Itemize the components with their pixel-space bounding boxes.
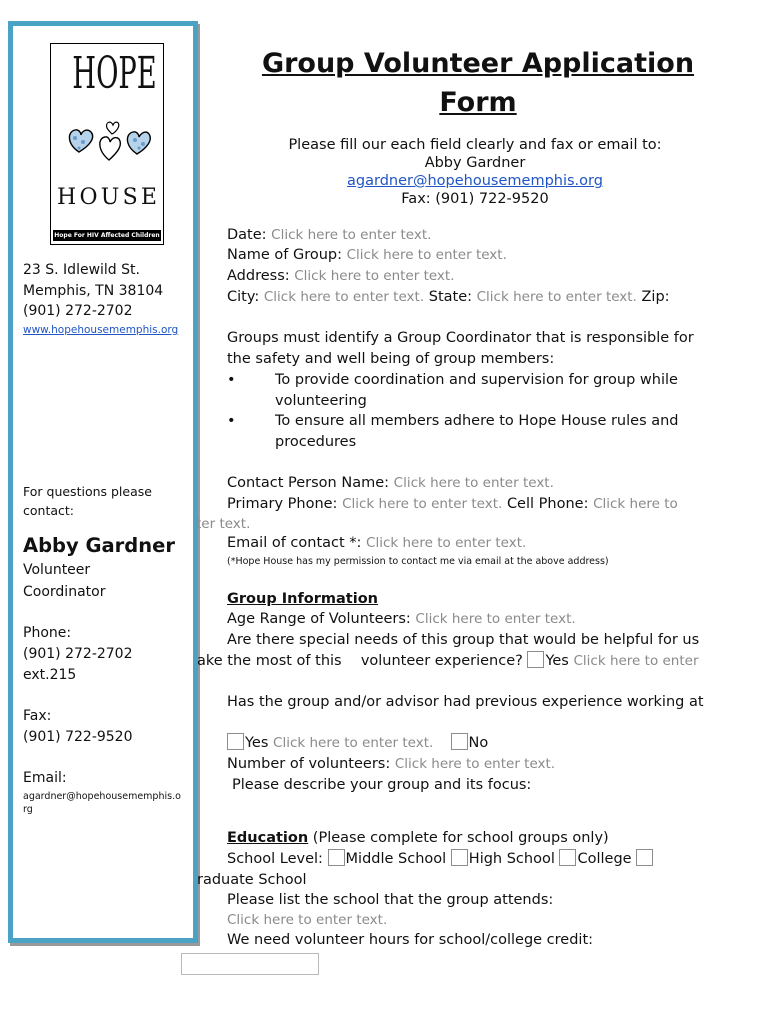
high-school-checkbox[interactable]	[451, 849, 468, 866]
group-name-label: Name of Group:	[227, 247, 343, 263]
num-volunteers-row	[227, 754, 555, 774]
city-label: City:	[227, 289, 260, 305]
college-checkbox[interactable]	[559, 849, 576, 866]
school-list-label: Please list the school that the group attends:	[227, 892, 554, 908]
city-field[interactable]: Click here to enter text.	[263, 289, 425, 305]
recipient-name: Abby Gardner	[424, 155, 526, 171]
zip-label: Zip:	[641, 289, 670, 305]
intro-text: Please fill our each field clearly and fax or email to:	[288, 137, 662, 153]
website-link[interactable]: www.hopehousememphis.org	[23, 324, 179, 336]
contact-name-label: Contact Person Name:	[227, 475, 390, 491]
hope-house-logo	[50, 43, 164, 245]
education-note: (Please complete for school groups only)	[308, 830, 609, 846]
date-row	[227, 225, 431, 245]
experience-field[interactable]: Click here to enter text.	[273, 735, 434, 751]
coordinator-text-2: the safety and well being of group members:	[227, 351, 555, 367]
fax-number: (901) 722-9520	[23, 729, 133, 745]
middle-school-checkbox[interactable]	[328, 849, 345, 866]
special-needs-question: Are there special needs of this group that would be helpful for us	[227, 632, 700, 648]
address-line-2: Memphis, TN 38104	[23, 283, 164, 299]
age-range-field[interactable]: Click here to enter text.	[415, 611, 576, 627]
logo-word-hope: HOPE	[72, 48, 157, 99]
high-school-label: High School	[468, 851, 555, 867]
school-level-label: School Level:	[227, 851, 323, 867]
school-list-field[interactable]: Click here to enter text.	[227, 912, 388, 928]
email-contact-label: Email of contact *:	[227, 535, 362, 551]
primary-phone-label: Primary Phone:	[227, 496, 338, 512]
date-label: Date:	[227, 227, 267, 243]
age-range-row	[227, 609, 576, 629]
num-volunteers-label: Number of volunteers:	[227, 756, 391, 772]
address-line-1: 23 S. Idlewild St.	[23, 262, 140, 278]
special-needs-yes-checkbox[interactable]	[527, 651, 544, 668]
bullet-icon: •	[227, 413, 236, 429]
no-label: No	[468, 735, 489, 751]
experience-yes-checkbox[interactable]	[227, 733, 244, 750]
middle-school-label: Middle School	[345, 851, 447, 867]
recipient-fax: Fax: (901) 722-9520	[401, 191, 549, 207]
hearts-icon	[63, 118, 153, 178]
recipient-email-row	[218, 172, 732, 190]
coordinator-text-1: Groups must identify a Group Coordinator that is responsible for	[227, 330, 694, 346]
email-address: agardner@hopehousememphis.org	[23, 791, 181, 815]
logo-letter: S	[122, 185, 138, 210]
email-label: Email:	[23, 770, 67, 786]
address-row	[227, 266, 455, 286]
recipient-email-link[interactable]: agardner@hopehousememphis.org	[347, 173, 603, 189]
logo-letter: U	[100, 185, 120, 210]
primary-phone-field[interactable]: Click here to enter text.	[342, 496, 503, 512]
special-needs-field[interactable]: Click here to enter	[573, 653, 699, 669]
cell-phone-field-wrap[interactable]: ter text.	[196, 516, 251, 532]
contact-name: Abby Gardner	[23, 534, 175, 557]
form-title-line-2: Form	[439, 87, 517, 118]
group-name-field[interactable]: Click here to enter text.	[346, 247, 507, 263]
experience-row	[227, 733, 488, 753]
logo-tagline: Hope For HIV Affected Children	[54, 232, 160, 239]
yes-label: Yes	[545, 653, 569, 669]
city-row	[227, 287, 670, 307]
state-field[interactable]: Click here to enter text.	[476, 289, 637, 305]
form-title-line-1: Group Volunteer Application	[261, 48, 695, 79]
address-field[interactable]: Click here to enter text.	[294, 268, 455, 284]
state-label: State:	[428, 289, 473, 305]
experience-question: Has the group and/or advisor had previous experience working at	[227, 694, 704, 710]
questions-text-1: For questions please	[23, 484, 152, 499]
list-item	[227, 411, 737, 453]
graduate-school-label: raduate School	[197, 872, 307, 888]
contact-role-2: Coordinator	[23, 584, 106, 600]
school-level-row	[227, 849, 654, 869]
phone-number: (901) 272-2702	[23, 646, 133, 662]
credit-dropdown[interactable]	[181, 953, 319, 975]
group-info-header: Group Information	[227, 591, 378, 607]
bullet-text: To provide coordination and supervision for group while volunteering	[275, 372, 678, 409]
cell-phone-label: Cell Phone:	[506, 496, 589, 512]
fax-label: Fax:	[23, 708, 52, 724]
age-range-label: Age Range of Volunteers:	[227, 611, 411, 627]
address-label: Address:	[227, 268, 290, 284]
bullet-text: To ensure all members adhere to Hope House rules and procedures	[275, 413, 679, 450]
phone-row	[227, 494, 678, 514]
college-label: College	[577, 851, 632, 867]
logo-word-house	[57, 184, 157, 212]
phone-label: Phone:	[23, 625, 72, 641]
date-field[interactable]: Click here to enter text.	[271, 227, 432, 243]
num-volunteers-field[interactable]: Click here to enter text.	[394, 756, 556, 772]
email-permission-note: (*Hope House has my permission to contact me via email at the above address)	[227, 556, 609, 567]
yes-label: Yes	[245, 735, 269, 751]
describe-group-label: Please describe your group and its focus:	[232, 777, 532, 793]
phone-extension: ext.215	[23, 667, 77, 683]
credit-label: We need volunteer hours for school/college credit:	[227, 932, 594, 948]
logo-letter: E	[140, 185, 157, 210]
special-needs-row	[197, 651, 699, 671]
address-phone: (901) 272-2702	[23, 303, 133, 319]
cell-phone-field[interactable]: Click here to	[593, 496, 678, 512]
experience-no-checkbox[interactable]	[451, 733, 468, 750]
sidebar-panel	[8, 21, 198, 943]
questions-text-2: contact:	[23, 503, 74, 518]
education-header: Education	[227, 830, 309, 846]
email-contact-field[interactable]: Click here to enter text.	[366, 535, 527, 551]
email-contact-row	[227, 533, 526, 553]
list-item	[227, 370, 737, 412]
graduate-school-checkbox[interactable]	[636, 849, 653, 866]
contact-name-row	[227, 473, 554, 493]
special-needs-text-a: ake the most of this	[197, 653, 342, 669]
group-name-row	[227, 245, 507, 265]
logo-letter: O	[79, 185, 98, 210]
contact-name-field[interactable]: Click here to enter text.	[393, 475, 554, 491]
bullet-icon: •	[227, 372, 236, 388]
education-row	[227, 828, 609, 848]
special-needs-text-b: volunteer experience?	[360, 653, 523, 669]
logo-letter: H	[57, 185, 77, 210]
contact-role-1: Volunteer	[23, 562, 91, 578]
